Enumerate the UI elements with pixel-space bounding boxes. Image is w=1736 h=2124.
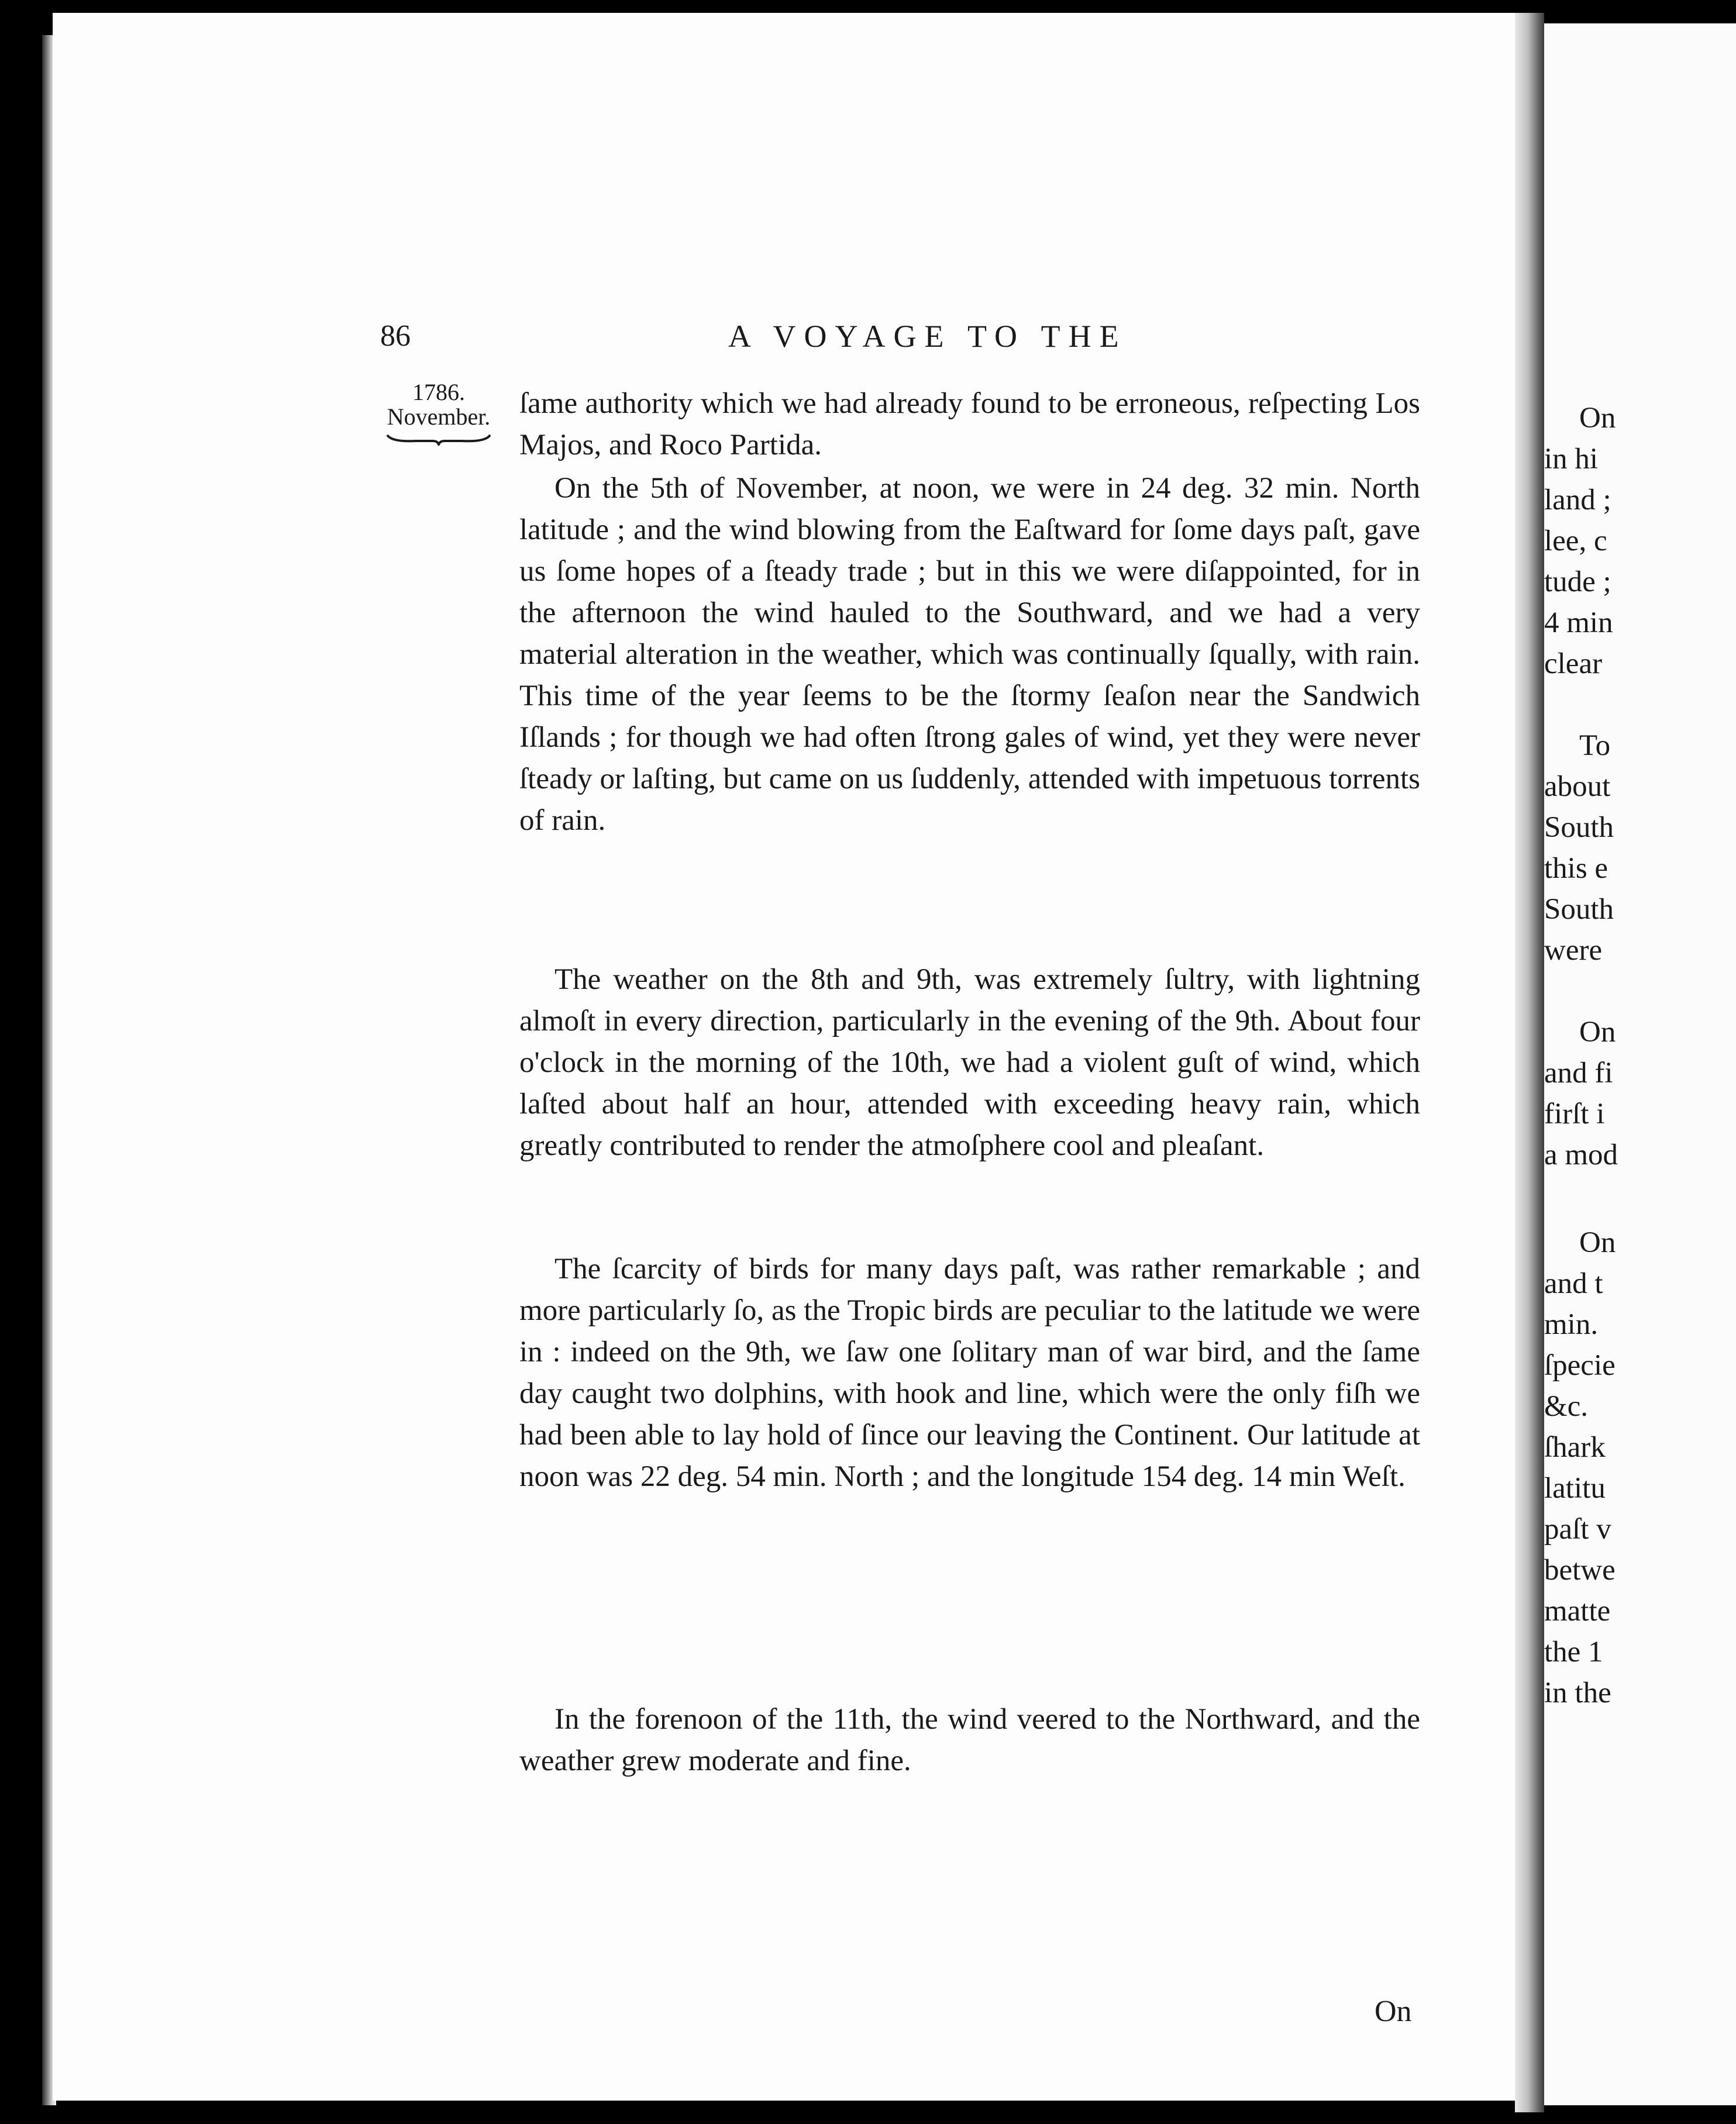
right-line: ſhark <box>1544 1431 1606 1464</box>
catchword: On <box>1375 1995 1412 2028</box>
paragraph-1 <box>519 383 1420 466</box>
right-line: about <box>1544 770 1611 803</box>
scan-border-top <box>0 0 1736 12</box>
right-line: min. <box>1544 1308 1599 1341</box>
right-line: South <box>1544 893 1614 926</box>
book-gutter <box>1515 13 1544 2112</box>
right-line: On <box>1579 1016 1616 1049</box>
right-line: &c. <box>1544 1390 1589 1423</box>
paragraph-5 <box>519 1699 1420 1782</box>
right-line: clear <box>1544 647 1603 680</box>
margin-note-year: 1786. <box>412 379 465 405</box>
paragraph-4 <box>519 1249 1420 1498</box>
right-line: a mod <box>1544 1139 1618 1171</box>
right-line: in hi <box>1544 443 1599 475</box>
right-line: and fi <box>1544 1057 1613 1089</box>
paragraph-3 <box>519 959 1420 1167</box>
right-line: in the <box>1544 1677 1611 1709</box>
right-line: latitu <box>1544 1472 1606 1505</box>
right-line: paſt v <box>1544 1513 1611 1546</box>
right-line: tude ; <box>1544 566 1611 598</box>
page-number: 86 <box>380 319 411 353</box>
right-line: 4 min <box>1544 606 1613 639</box>
brace-ornament <box>386 433 491 446</box>
paragraph-text: On the 5th of November, at noon, we were in 24 deg. 32 min. North latitude ; and the wind blowing from the Eaſtward for ſome days paſt, gave us ſome hopes of a ſteady trade ; but in this we were diſappointed, for in the afternoon the wind hauled to the Southward, and we had a very material alteration in the weather, which was continually ſqually, with rain. This time of the year ſeems to be the ſtormy ſeaſon near the Sandwich Iſlands ; for though we had often ſtrong gales of wind, yet they were never ſteady or laſting, but came on us ſuddenly, attended with impetuous torrents of rain. <box>519 472 1420 837</box>
paragraph-2 <box>519 468 1420 842</box>
right-line: South <box>1544 811 1614 844</box>
right-line: On <box>1579 1226 1616 1259</box>
right-line: land ; <box>1544 484 1611 516</box>
right-line: firſt i <box>1544 1098 1605 1130</box>
right-line: ſpecie <box>1544 1349 1616 1382</box>
right-line: matte <box>1544 1595 1611 1628</box>
paragraph-text: ſame authority which we had already found to be erroneous, reſpecting Los Majos, and Roco Partida. <box>519 387 1420 461</box>
right-line: this e <box>1544 852 1608 885</box>
paragraph-text: In the forenoon of the 11th, the wind veered to the Northward, and the weather grew moderate and fine. <box>519 1703 1420 1777</box>
right-line: On <box>1579 402 1616 435</box>
right-page <box>1544 23 1736 2105</box>
paragraph-text: The weather on the 8th and 9th, was extremely ſultry, with lightning almoſt in every direction, particularly in the evening of the 9th. About four o'clock in the morning of the 10th, we had a violent guſt of wind, which laſted about half an hour, attended with exceeding heavy rain, which greatly contributed to render the atmoſphere cool and pleaſant. <box>519 963 1420 1162</box>
running-head: A VOYAGE TO THE <box>728 319 1127 354</box>
paragraph-text: The ſcarcity of birds for many days paſt, was rather remarkable ; and more particularly ſo, as the Tropic birds are peculiar to the latitude we were in : indeed on the 9th, we ſaw one ſolitary man of war bird, and the ſame day caught two dolphins, with hook and line, which were the only fiſh we had been able to lay hold of ſince our leaving the Continent. Our latitude at noon was 22 deg. 54 min. North ; and the longitude 154 deg. 14 min Weſt. <box>519 1253 1420 1493</box>
right-line: and t <box>1544 1267 1603 1300</box>
right-line: To <box>1579 729 1611 762</box>
right-line: lee, c <box>1544 525 1607 557</box>
right-line: were <box>1544 934 1603 967</box>
margin-note-month: November. <box>387 404 491 430</box>
margin-note <box>374 380 503 446</box>
right-line: the 1 <box>1544 1636 1603 1668</box>
right-line: betwe <box>1544 1554 1616 1587</box>
